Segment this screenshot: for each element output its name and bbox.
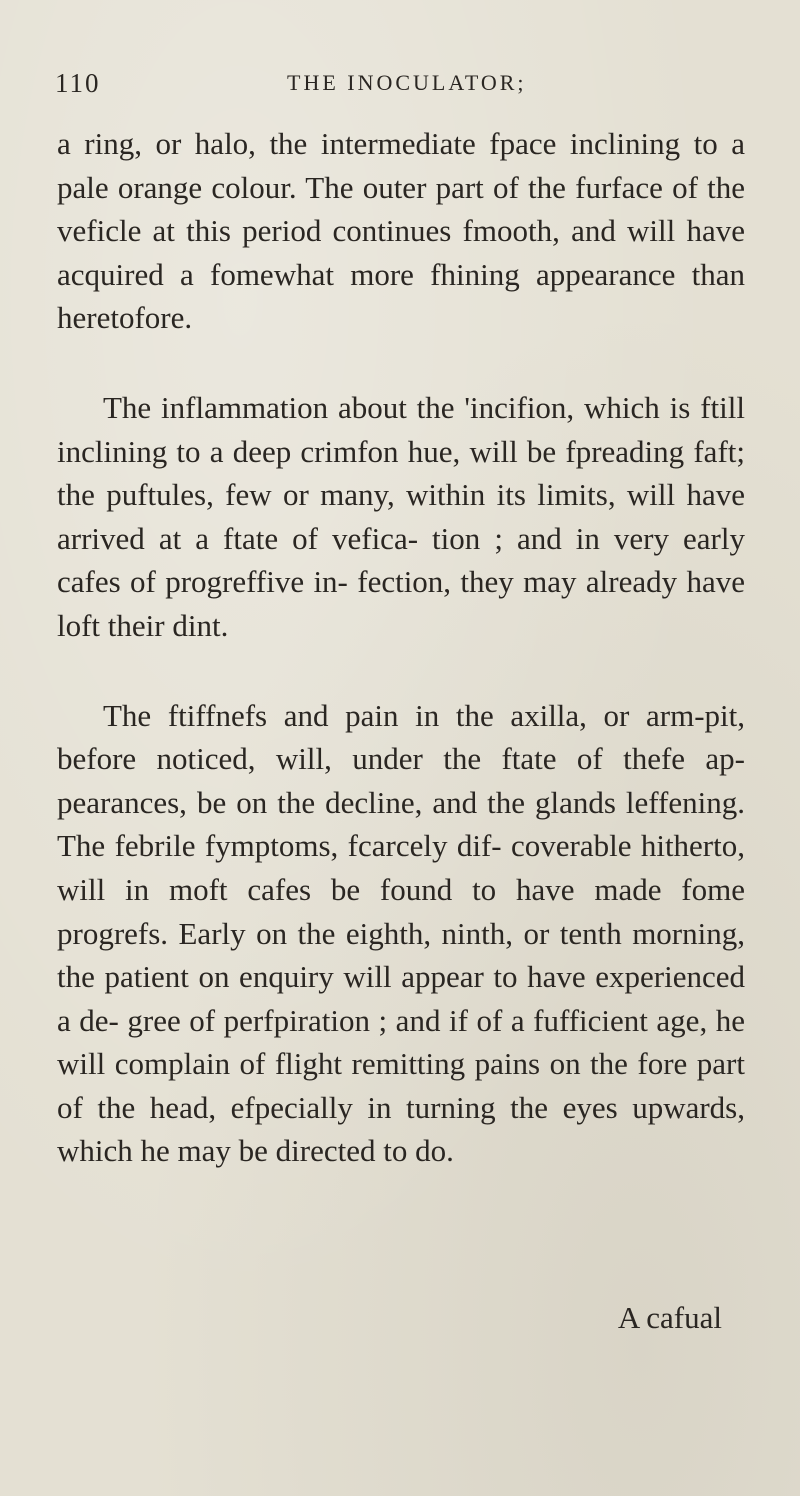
catchword: A cafual — [617, 1300, 722, 1335]
paragraph-2: The inflammation about the 'incifion, which is ftill inclining to a deep crimfon hue, will be fpreading faft; the puftules, few or many, within its limits, will have arrived at a ftate of vefica- tion ; and in very early cafes of progreffive in- fection, they may already have loft their dint. — [57, 389, 745, 643]
running-title: THE INOCULATOR; — [287, 70, 527, 95]
paragraph-1: a ring, or halo, the intermediate fpace inclining to a pale orange colour. The outer part of the furface of the veficle at this period continues fmooth, and will have acquired a fomewhat more fhining appearance than heretofore. — [57, 126, 745, 336]
running-head — [55, 68, 745, 108]
body-text — [57, 122, 745, 1173]
paragraph-3: The ftiffnefs and pain in the axilla, or arm-pit, before noticed, will, under the ftate of thefe ap- pearances, be on the decline, and the glands leffening. The febrile fymptoms, fcarcely dif- coverable hitherto, will in moft cafes be found to have made fome progrefs. Early on the eighth, ninth, or tenth morning, the patient on enquiry will appear to have experienced a de- gree of perfpiration ; and if of a fufficient age, he will complain of flight remitting pains on the fore part of the head, efpecially in turning the eyes upwards, which he may be directed to do. — [57, 697, 745, 1169]
page-number: 110 — [55, 68, 101, 98]
